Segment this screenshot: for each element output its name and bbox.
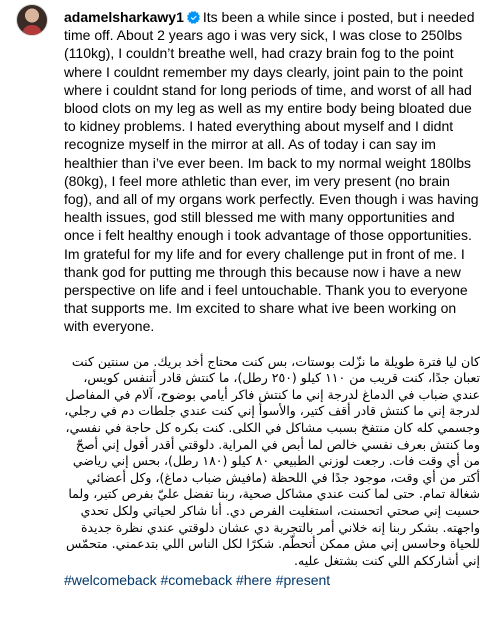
caption-body xyxy=(60,8,483,590)
caption-arabic-text: كان ليا فترة طويلة ما نزّلت بوستات، بس كنت محتاج أخد بريك. من سنتين كنت تعبان جدًا، كنت قريب من ١١٠ كيلو (٢٥٠ رطل)، ما كنتش قادر أتنفس كويس، عندي ضباب في الدماغ لدرجة إني ما كنتش فاكر أيامي بوضوح، آلام في المفاصل لدرجة إني ما كنتش قادر أقف كتير، والأسوأ إني كنت عندي جلطات دم في رجلي، وجسمي كله كان منتفخ بسبب مشاكل في الكلى. كنت بكره كل حاجة في نفسي، وما كنتش بعرف نفسي خالص لما أبص في المراية. دلوقتي أقدر أقول إني أصحّ من أي وقت فات. رجعت لوزني الطبيعي ٨٠ كيلو (١٨٠ رطل)، بحس إني رياضي أكتر من أي وقت، موجود جدًا في اللحظة (مافيش ضباب دماغ)، وكل أعضائي شغالة تمام. حتى لما كنت عندي مشاكل صحية، ربنا تفضل عليّ بفرص كتير، ولما حسيت إني صحتي اتحسنت، استغليت الفرص دي. أنا شاكر لحياتي ولكل تحدي واجهته. بشكر ربنا إنه خلاني أمر بالتجربة دي عشان دلوقتي عندي نظرة جديدة للحياة وحاسس إني مش ممكن أتحطّم. شكرًا لكل الناس اللي بتدعمني. متحمّس إني أشارككم اللي كنت بشتغل عليه. xyxy=(60,353,480,568)
hashtag-welcomeback[interactable]: #welcomeback xyxy=(64,572,157,589)
hashtag-here[interactable]: #here xyxy=(235,572,272,589)
author-username[interactable]: adamelsharkawy1 xyxy=(64,9,184,25)
caption-english-text: Its been a while since i posted, but i needed time off. About 2 years ago i was very sick, I was close to 250lbs (110kg), I couldn’t breathe well, had crazy brain fog to the point where I couldnt remember my days clearly, joint pain to the point where i couldnt stand for long periods of time, and worst of all had blood clots on my leg as well as my entire body being bloated due to kidney problems. I hated everything about myself and I didnt recognize myself in the mirror at all. As of today i can say im healthier than i’ve ever been. Im back to my normal weight 180lbs (80kg), I feel more athletic than ever, im very present (no brain fog), and all of my organs work perfectly. Even though i was having health issues, god still blessed me with many opportunities and once i felt healthy enough i took advantage of those opportunities. Im grateful for my life and for every challenge put in front of me. I thank god for putting me through this because now i have a new perspective on life and i feel untouchable. Thank you to everyone that supports me. Im excited to share what ive been working on with everyone. xyxy=(64,9,483,335)
hashtag-list xyxy=(64,571,480,589)
hashtag-comeback[interactable]: #comeback xyxy=(160,572,233,589)
author-avatar[interactable] xyxy=(16,4,48,36)
verified-badge-icon xyxy=(187,11,200,24)
hashtag-present[interactable]: #present xyxy=(275,572,331,589)
